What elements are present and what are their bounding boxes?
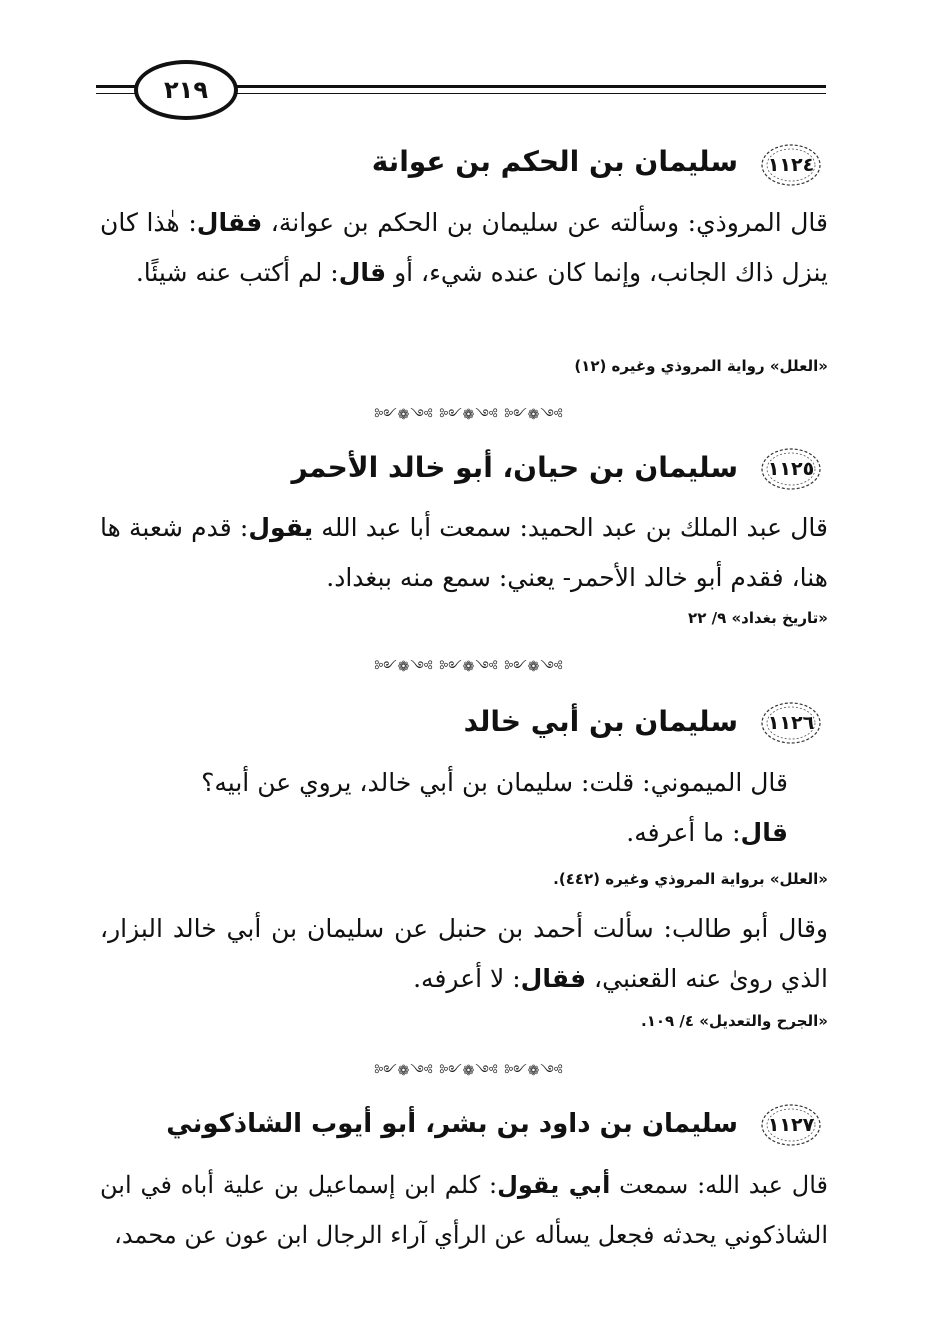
page-number: ٢١٩	[164, 76, 208, 104]
entry-number: ١١٢٥	[767, 458, 815, 480]
entry-text: قال المروذي: وسألته عن سليمان بن الحكم بن عوانة، فقال: هٰذا كان ينزل ذاك الجانب، وإنما كان عنده شيء، أو قال: لم أكتب عنه شيئًا.	[100, 208, 828, 287]
page-number-oval	[134, 60, 238, 120]
entry-text-answer: قال: ما أعرفه.	[626, 818, 788, 847]
entry-title: سليمان بن أبي خالد	[463, 705, 738, 738]
entry-text: وقال أبو طالب: سألت أحمد بن حنبل عن سليمان بن أبي خالد البزار، الذي روىٰ عنه القعنبي، فقال: لا أعرفه.	[100, 914, 828, 993]
source-citation: «العلل» رواية المروذي وغيره (١٢)	[574, 357, 828, 375]
source-citation: «تاريخ بغداد» ٩/ ٢٢	[688, 609, 828, 627]
page-header	[96, 58, 826, 128]
entry-title: سليمان بن حيان، أبو خالد الأحمر	[291, 451, 738, 484]
entry-number: ١١٢٦	[767, 712, 815, 734]
entry-text: قال عبد الملك بن عبد الحميد: سمعت أبا عبد الله يقول: قدم شعبة ها هنا، فقدم أبو خالد الأحمر- يعني: سمع منه ببغداد.	[100, 513, 828, 592]
entry-text: قال عبد الله: سمعت أبي يقول: كلم ابن إسماعيل بن علية أباه في ابن الشاذكوني يحدثه فجعل يسأله عن الرأي آراء الرجال ابن عون عن محمد،	[100, 1171, 829, 1249]
section-divider: ༻❁༺ ༻❁༺ ༻❁༺	[374, 659, 564, 675]
source-citation: «الجرح والتعديل» ٤/ ١٠٩.	[641, 1012, 828, 1030]
source-citation: «العلل» برواية المروذي وغيره (٤٤٢).	[553, 870, 828, 888]
entry-title: سليمان بن الحكم بن عوانة	[371, 145, 738, 178]
section-divider: ༻❁༺ ༻❁༺ ༻❁༺	[374, 1063, 564, 1079]
entry-text: قال الميموني: قلت: سليمان بن أبي خالد، يروي عن أبيه؟	[201, 768, 788, 797]
entry-number: ١١٢٤	[767, 154, 815, 176]
entry-number: ١١٢٧	[767, 1114, 815, 1136]
section-divider: ༻❁༺ ༻❁༺ ༻❁༺	[374, 407, 564, 423]
entry-title: سليمان بن داود بن بشر، أبو أيوب الشاذكوني	[166, 1109, 738, 1139]
